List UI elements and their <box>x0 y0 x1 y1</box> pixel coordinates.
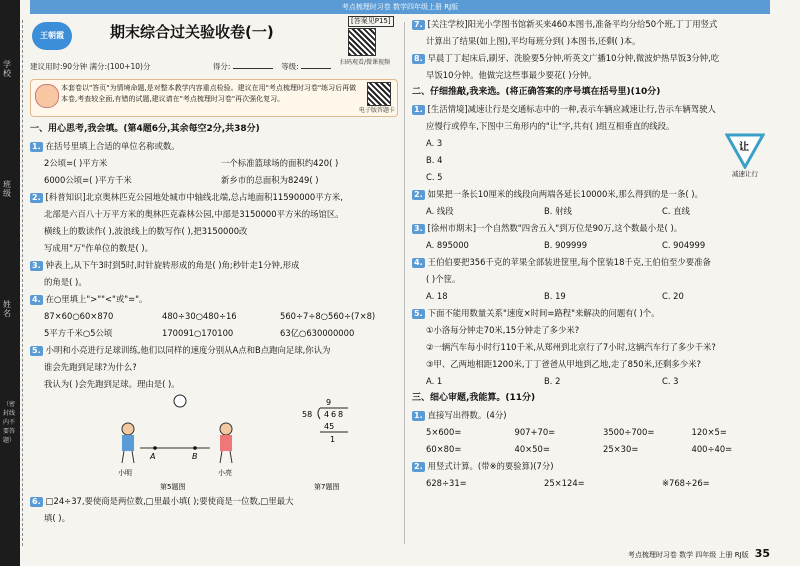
q9-option-a: A. 3 <box>426 138 443 148</box>
seal-line <box>22 20 23 546</box>
qr-caption: 扫码观看/微课视频 <box>340 59 391 66</box>
question-12: 4. 王伯伯要把356千克的苹果全部装进筐里,每个筐装18千克,王伯伯至少要准备 <box>414 257 711 267</box>
label-a: A <box>150 452 156 461</box>
question-2-line4: 写成用"万"作单位的数是( )。 <box>44 243 154 253</box>
question-2-line2: 北部是六百八十万平方米的奥林匹克森林公园,中部是3150000平方米的场馆区。 <box>44 209 344 219</box>
question-3-line2: 的角是( )。 <box>44 277 87 287</box>
column-divider <box>404 22 405 544</box>
q14-row2: 60×80= 40×50= 25×30= 400÷40= <box>426 444 733 454</box>
page-number: 35 <box>754 547 770 560</box>
q10-options: A. 线段 B. 射线 C. 直线 <box>426 206 690 216</box>
qr-code-icon <box>348 28 376 56</box>
right-column <box>412 16 780 492</box>
yield-sign-icon <box>725 133 765 169</box>
question-4-row1: 87×60○60×870 480÷30○480÷16 560÷7÷8○560÷(7×8) <box>44 311 376 321</box>
page-footer <box>628 547 770 560</box>
question-13: 5. 下面不能用数量关系"速度×时间=路程"来解决的问题有( )个。 <box>414 308 660 318</box>
q13-item-3: ③甲、乙两地相距1200米,丁丁爸爸从甲地到乙地,走了850米,还剩多少米? <box>426 359 701 369</box>
section-3-title: 三、细心审题,我能算。(11分) <box>412 393 536 403</box>
figure-7-caption: 第7题图 <box>314 483 340 491</box>
yield-sign-caption: 减速让行 <box>732 170 758 178</box>
question-14: 1. 直接写出得数。(4分) <box>414 410 507 420</box>
question-15: 2. 用竖式计算。(带※的要验算)(7分) <box>414 461 554 471</box>
xiaoliang-figure-icon <box>220 423 232 463</box>
label-xiaoliang: 小亮 <box>218 469 232 477</box>
side-label-school: 学校 <box>3 60 11 78</box>
q13-options: A. 1 B. 2 C. 3 <box>426 376 679 386</box>
q9-option-c: C. 5 <box>426 172 443 182</box>
q15-row: 628÷31= 25×124= ※768÷26= <box>426 478 710 488</box>
qr-code-icon <box>367 82 391 106</box>
grade-field[interactable] <box>301 68 331 69</box>
long-division-figure <box>302 398 348 491</box>
qr-caption-2: 电子版答题卡 <box>358 107 395 114</box>
question-9-line2: 应慢行或停车,下图中三角形内的"让"字,共有( )组互相垂直的线段。 <box>426 121 675 131</box>
footer-text: 考点梳理时习卷 数学 四年级 上册 RJ版 <box>627 551 749 559</box>
question-7-line2: 计算出了结果(如上图),平均每班分到( )本图书,还剩( )本。 <box>426 36 641 46</box>
question-3: 3. 钟表上,从下午3时到5时,时针旋转形成的角是( )角;秒针走1分钟,形成 <box>32 260 300 270</box>
question-8: 8. 早晨丁丁起床后,刷牙、洗脸要5分钟,听英文广播10分钟,微波炉热早饭3分钟,吃 <box>414 53 720 63</box>
question-12-line2: ( )个筐。 <box>426 274 461 284</box>
question-7: 7. [关注学校]阳光小学图书馆新买来460本图书,准备平均分给50个班,丁丁用竖式 <box>414 19 718 29</box>
score-label: 得分: <box>212 62 231 71</box>
figure-5-7-svg <box>30 393 398 493</box>
brand-logo: 王朝霞 <box>32 22 72 50</box>
side-label-class: 班级 <box>3 180 11 198</box>
q12-options: A. 18 B. 19 C. 20 <box>426 291 684 301</box>
binding-strip <box>0 0 20 566</box>
tip-box <box>30 79 398 117</box>
question-1-row1: 2公顷=( )平方米 一个标准篮球场的面积约420( ) <box>44 158 339 168</box>
section-1-title: 一、用心思考,我会填。(第4题6分,其余每空2分,共38分) <box>30 124 260 134</box>
side-label-name: 姓名 <box>3 300 11 318</box>
question-4: 4. 在○里填上">""<"或"="。 <box>32 294 148 304</box>
question-5-line3: 我认为( )会先跑到足球。理由是( )。 <box>44 379 180 389</box>
q9-option-b: B. 4 <box>426 155 443 165</box>
grade-label: 等级: <box>281 62 299 71</box>
question-5-line2: 谁会先跑到足球?为什么? <box>44 362 137 372</box>
question-9: 1. [生活情境]减速让行是交通标志中的一种,表示车辆应减速让行,告示车辆驾驶人 <box>414 104 716 114</box>
tip-text: 本套卷以"答页"为情境命题,是对整本教学内容重点检验。建议在用"考点梳理时习卷"练习后再做本卷,考查较全面,有错的试题,建议请在"考点梳理时习卷"再次强化复习。 <box>61 84 357 103</box>
question-9-block <box>412 101 780 186</box>
division-remainder: 1 <box>330 435 336 444</box>
figure-5-caption: 第5题图 <box>160 483 186 491</box>
score-field[interactable] <box>233 68 273 69</box>
page-title: 期末综合过关验收卷(一) <box>110 23 274 41</box>
figures-row <box>30 393 398 493</box>
q11-options: A. 895000 B. 909999 C. 904999 <box>426 240 706 250</box>
top-banner-text: 考点梳理时习卷 数学四年级上册 RJ版 <box>341 3 459 11</box>
left-column <box>30 16 398 527</box>
football-icon <box>174 395 186 407</box>
division-dividend-1: 4 <box>324 410 330 419</box>
question-6-line2: 填( )。 <box>44 513 70 523</box>
point-b <box>193 446 197 450</box>
label-b: B <box>192 452 198 461</box>
time-info: 建议用时:90分钟 满分:(100+10)分 <box>30 62 151 71</box>
exam-header <box>30 16 398 66</box>
question-4-row2: 5平方千米○5公顷 170091○170100 63亿○630000000 <box>44 328 355 338</box>
q13-item-1: ①小洛每分钟走70米,15分钟走了多少米? <box>426 325 580 335</box>
division-product: 45 <box>324 422 335 431</box>
q13-item-2: ②一辆汽车每小时行110千米,从郑州到北京行了7小时,这辆汽车行了多少千米? <box>426 342 716 352</box>
question-1-row2: 6000公顷=( )平方千米 新乡市的总面积为8249( ) <box>44 175 319 185</box>
xiaoming-figure-icon <box>122 423 134 463</box>
question-8-line2: 早饭10分钟。他做完这些事最少要花( )分钟。 <box>426 70 597 80</box>
top-banner <box>30 0 770 14</box>
question-10: 2. 如果把一条长10厘米的线段向两端各延长10000米,那么得到的是一条( )。 <box>414 189 703 199</box>
division-dividend-2: 6 <box>331 410 337 419</box>
question-1: 1. 在括号里填上合适的单位名称或数。 <box>32 141 180 151</box>
question-2-line3: 横线上的数读作( ),波浪线上的数写作( ),把3150000改 <box>44 226 248 236</box>
point-a <box>153 446 157 450</box>
side-label-seal: （密封线内不要答题） <box>3 401 16 444</box>
question-6: 6. □24÷37,要使商是两位数,□里最小填( );要使商是一位数,□里最大 <box>32 496 294 506</box>
question-2: 2. [科普知识]北京奥林匹克公园地处城市中轴线北端,总占地面积11590000平方米, <box>32 192 343 202</box>
section-2-title: 二、仔细推敲,我来选。(将正确答案的序号填在括号里)(10分) <box>412 87 661 97</box>
division-divisor: 58 <box>302 410 313 419</box>
division-quotient: 9 <box>326 398 332 407</box>
question-11: 3. [徐州市期末]一个自然数"四舍五入"到万位是90万,这个数最小是( )。 <box>414 223 683 233</box>
q14-row1: 5×600= 907+70= 3500÷700= 120×5= <box>426 427 727 437</box>
division-dividend-3: 8 <box>338 410 344 419</box>
yield-sign-text: 让 <box>739 142 749 153</box>
question-5: 5. 小明和小亮进行足球训练,他们以同样的速度分别从A点和B点跑向足球,你认为 <box>32 345 331 355</box>
yield-sign <box>720 133 770 189</box>
answer-badge: [答案见P15] <box>348 16 394 27</box>
teacher-avatar-icon <box>35 84 59 108</box>
label-xiaoming: 小明 <box>118 469 132 477</box>
